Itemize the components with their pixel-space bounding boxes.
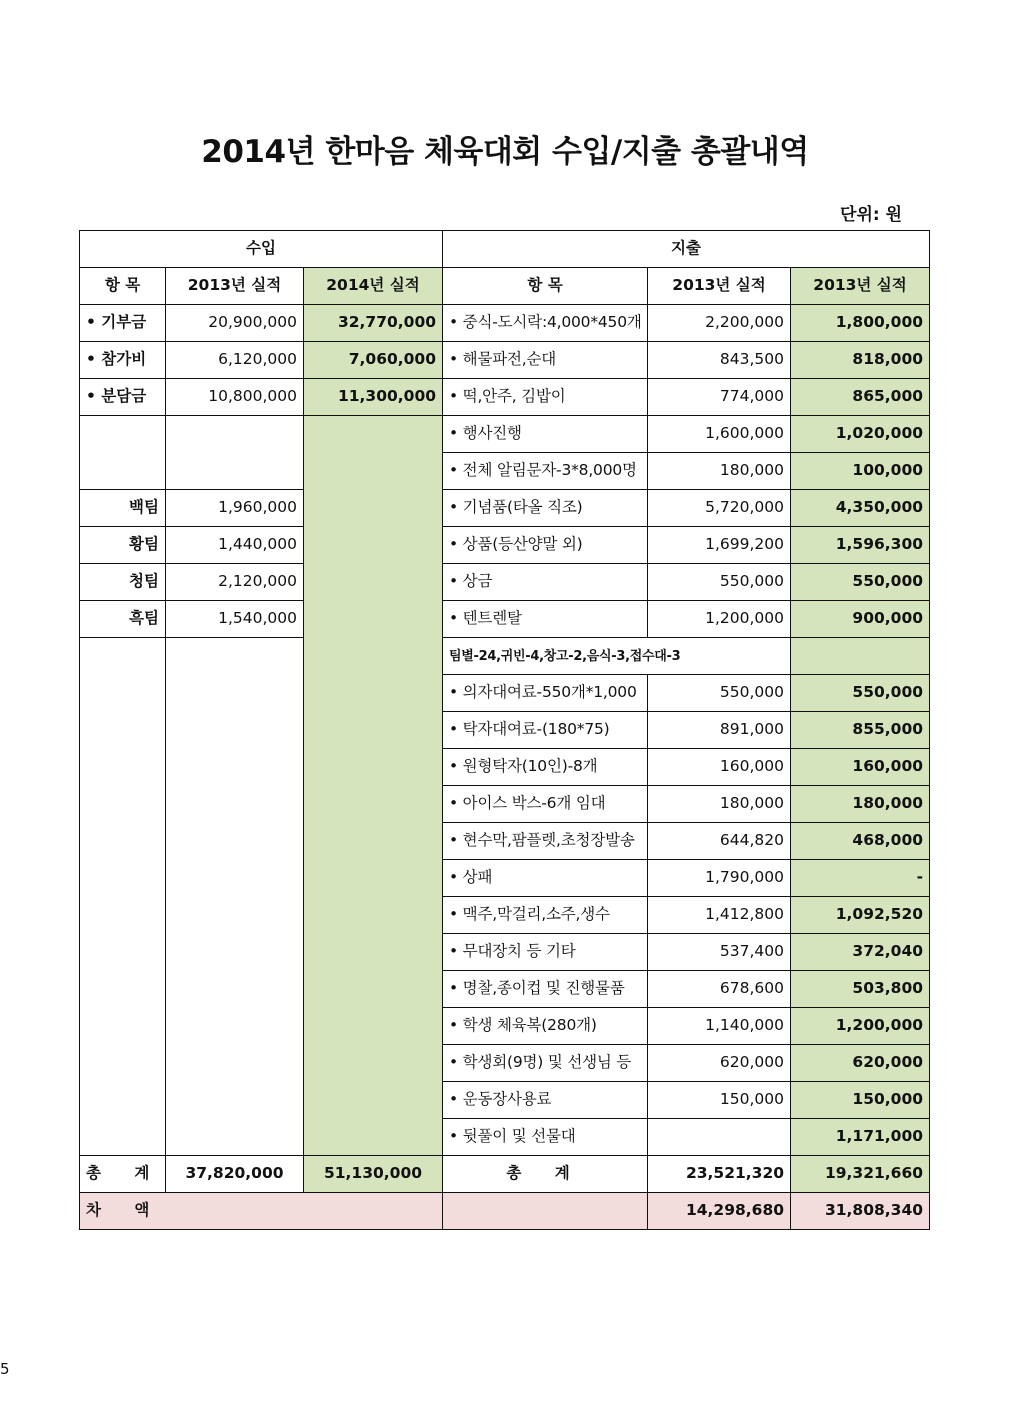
- expense-item-label: • 중식-도시락:4,000*450개: [443, 305, 648, 342]
- expense-col-b-value: 1,171,000: [791, 1119, 930, 1156]
- income-2014-value: 32,770,000: [304, 305, 443, 342]
- expense-col-a-value: 1,699,200: [648, 527, 791, 564]
- expense-col-b-value: 180,000: [791, 786, 930, 823]
- expense-col-a-value: 550,000: [648, 564, 791, 601]
- income-2013-value: 1,440,000: [166, 527, 304, 564]
- income-2014-header: 2014년 실적: [304, 268, 443, 305]
- expense-col-b-value: 1,092,520: [791, 897, 930, 934]
- difference-a: 14,298,680: [648, 1193, 791, 1230]
- income-item-label: 백팀: [80, 490, 166, 527]
- income-item-label: 흑팀: [80, 601, 166, 638]
- expense-item-label: • 학생회(9명) 및 선생님 등: [443, 1045, 648, 1082]
- expense-col-b-value: 1,800,000: [791, 305, 930, 342]
- expense-col-b-value: 1,596,300: [791, 527, 930, 564]
- expense-col-b-value: 100,000: [791, 453, 930, 490]
- income-2014-value: 11,300,000: [304, 379, 443, 416]
- expense-col-b-header: 2013년 실적: [791, 268, 930, 305]
- income-2013-value: 1,540,000: [166, 601, 304, 638]
- expense-item-label: • 상금: [443, 564, 648, 601]
- expense-col-a-value: 1,200,000: [648, 601, 791, 638]
- expense-col-a-header: 2013년 실적: [648, 268, 791, 305]
- income-2013-value: 6,120,000: [166, 342, 304, 379]
- expense-col-b-value: 900,000: [791, 601, 930, 638]
- total-row: [80, 1156, 930, 1193]
- expense-col-b-value: 1,020,000: [791, 416, 930, 453]
- expense-col-a-value: 620,000: [648, 1045, 791, 1082]
- income-item-label: 황팀: [80, 527, 166, 564]
- expense-note-blank: [791, 638, 930, 675]
- page-title: 2014년 한마음 체육대회 수입/지출 총괄내역: [201, 134, 809, 170]
- income-item-label: [80, 416, 166, 453]
- income-total-2013: 37,820,000: [166, 1156, 304, 1193]
- expense-col-a-value: 180,000: [648, 786, 791, 823]
- income-2013-value: [166, 453, 304, 490]
- income-2013-header: 2013년 실적: [166, 268, 304, 305]
- expense-item-label: • 상패: [443, 860, 648, 897]
- expense-col-a-value: 644,820: [648, 823, 791, 860]
- expense-col-a-value: 1,600,000: [648, 416, 791, 453]
- income-2014-blank: [304, 416, 443, 1156]
- expense-col-b-value: 150,000: [791, 1082, 930, 1119]
- table-row: [80, 564, 930, 601]
- column-header-row: [80, 268, 930, 305]
- income-blank-2013: [166, 638, 304, 1156]
- income-item-header: 항 목: [80, 268, 166, 305]
- expense-item-label: • 학생 체육복(280개): [443, 1008, 648, 1045]
- expense-col-b-value: 503,800: [791, 971, 930, 1008]
- expense-note-label: 팀별-24,귀빈-4,창고-2,음식-3,접수대-3: [443, 638, 791, 675]
- income-2013-value: 10,800,000: [166, 379, 304, 416]
- unit-label: 단위: 원: [840, 205, 902, 225]
- expense-item-label: • 맥주,막걸리,소주,생수: [443, 897, 648, 934]
- expense-item-label: • 행사진행: [443, 416, 648, 453]
- section-header-row: [80, 231, 930, 268]
- expense-item-label: • 무대장치 등 기타: [443, 934, 648, 971]
- table-row: [80, 416, 930, 453]
- difference-label: 차 액: [80, 1193, 443, 1230]
- table-row: [80, 453, 930, 490]
- income-item-label: • 분담금: [80, 379, 166, 416]
- expense-col-b-value: 1,200,000: [791, 1008, 930, 1045]
- difference-blank: [443, 1193, 648, 1230]
- expense-col-a-value: 1,790,000: [648, 860, 791, 897]
- table-row: [80, 379, 930, 416]
- expense-item-label: • 떡,안주, 김밥이: [443, 379, 648, 416]
- expense-item-label: • 원형탁자(10인)-8개: [443, 749, 648, 786]
- expense-col-b-value: 550,000: [791, 675, 930, 712]
- expense-total-a: 23,521,320: [648, 1156, 791, 1193]
- income-2013-value: 20,900,000: [166, 305, 304, 342]
- expense-total-label: 총 계: [443, 1156, 648, 1193]
- expense-item-label: • 전체 알림문자-3*8,000명: [443, 453, 648, 490]
- expense-col-a-value: 891,000: [648, 712, 791, 749]
- income-item-label: • 참가비: [80, 342, 166, 379]
- expense-col-b-value: 855,000: [791, 712, 930, 749]
- table-row: [80, 601, 930, 638]
- expense-item-label: • 의자대여료-550개*1,000: [443, 675, 648, 712]
- expense-col-b-value: 550,000: [791, 564, 930, 601]
- income-item-label: [80, 453, 166, 490]
- expense-item-label: • 텐트렌탈: [443, 601, 648, 638]
- expense-col-a-value: 537,400: [648, 934, 791, 971]
- income-item-label: 청팀: [80, 564, 166, 601]
- income-2013-value: 2,120,000: [166, 564, 304, 601]
- expense-item-label: • 뒷풀이 및 선물대: [443, 1119, 648, 1156]
- ledger-table: [79, 230, 930, 1230]
- income-2014-value: 7,060,000: [304, 342, 443, 379]
- income-total-2014: 51,130,000: [304, 1156, 443, 1193]
- expense-col-b-value: 468,000: [791, 823, 930, 860]
- income-header: 수입: [80, 231, 443, 268]
- expense-col-a-value: 1,140,000: [648, 1008, 791, 1045]
- expense-col-b-value: 818,000: [791, 342, 930, 379]
- expense-item-header: 항 목: [443, 268, 648, 305]
- expense-total-b: 19,321,660: [791, 1156, 930, 1193]
- table-row: [80, 342, 930, 379]
- expense-item-label: • 명찰,종이컵 및 진행물품: [443, 971, 648, 1008]
- expense-item-label: • 아이스 박스-6개 임대: [443, 786, 648, 823]
- difference-b: 31,808,340: [791, 1193, 930, 1230]
- expense-col-b-value: 372,040: [791, 934, 930, 971]
- expense-col-a-value: [648, 1119, 791, 1156]
- expense-col-a-value: 2,200,000: [648, 305, 791, 342]
- expense-col-b-value: 865,000: [791, 379, 930, 416]
- expense-col-a-value: 774,000: [648, 379, 791, 416]
- expense-item-label: • 상품(등산양말 외): [443, 527, 648, 564]
- expense-col-b-value: 620,000: [791, 1045, 930, 1082]
- income-total-label: 총 계: [80, 1156, 166, 1193]
- table-row: [80, 490, 930, 527]
- table-row: [80, 527, 930, 564]
- expense-col-a-value: 180,000: [648, 453, 791, 490]
- expense-item-label: • 해물파전,순대: [443, 342, 648, 379]
- expense-col-b-value: -: [791, 860, 930, 897]
- expense-item-label: • 운동장사용료: [443, 1082, 648, 1119]
- expense-col-a-value: 5,720,000: [648, 490, 791, 527]
- expense-item-label: • 탁자대여료-(180*75): [443, 712, 648, 749]
- expense-col-b-value: 4,350,000: [791, 490, 930, 527]
- expense-col-a-value: 150,000: [648, 1082, 791, 1119]
- difference-row: [80, 1193, 930, 1230]
- page-number: 5: [0, 1360, 10, 1378]
- income-2013-value: 1,960,000: [166, 490, 304, 527]
- expense-col-a-value: 843,500: [648, 342, 791, 379]
- table-row: [80, 638, 930, 675]
- income-blank-item: [80, 638, 166, 1156]
- expense-col-a-value: 550,000: [648, 675, 791, 712]
- expense-item-label: • 기념품(타올 직조): [443, 490, 648, 527]
- expense-item-label: • 현수막,팜플렛,초청장발송: [443, 823, 648, 860]
- income-2013-value: [166, 416, 304, 453]
- expense-col-a-value: 160,000: [648, 749, 791, 786]
- table-row: [80, 305, 930, 342]
- expense-col-b-value: 160,000: [791, 749, 930, 786]
- income-item-label: • 기부금: [80, 305, 166, 342]
- expense-header: 지출: [443, 231, 930, 268]
- expense-col-a-value: 678,600: [648, 971, 791, 1008]
- expense-col-a-value: 1,412,800: [648, 897, 791, 934]
